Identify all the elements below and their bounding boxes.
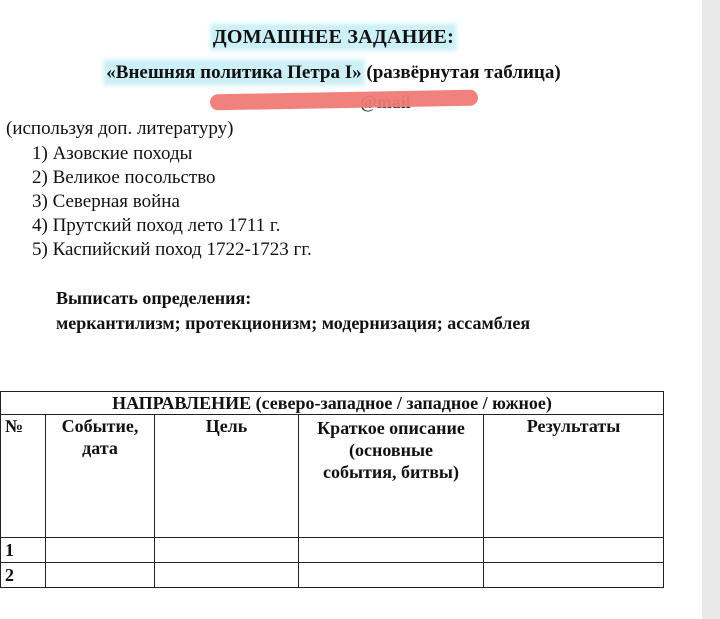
topic-item: 5) Каспийский поход 1722-1723 гг. xyxy=(32,239,312,260)
direction-header: НАПРАВЛЕНИЕ (северо-западное / западное / южное) xyxy=(1,392,664,415)
viewer-background xyxy=(702,0,720,619)
homework-table xyxy=(0,391,664,588)
table-row xyxy=(1,538,664,563)
subtitle-topic: «Внешняя политика Петра I» xyxy=(106,62,362,83)
document-subtitle xyxy=(0,62,667,84)
table-cell xyxy=(46,538,155,563)
subtitle-rest: (развёрнутая таблица) xyxy=(361,62,561,83)
row-number: 1 xyxy=(1,538,46,563)
table-cell xyxy=(484,538,664,563)
column-header-row xyxy=(1,415,664,538)
column-header-event: Событие, дата xyxy=(46,415,155,538)
topic-item: 3) Северная война xyxy=(32,191,180,212)
topic-item: 1) Азовские походы xyxy=(32,143,193,164)
table-cell xyxy=(299,563,484,588)
table-cell xyxy=(155,563,299,588)
column-header-results: Результаты xyxy=(484,415,664,538)
definitions-terms: меркантилизм; протекционизм; модернизация; ассамблея xyxy=(56,313,531,333)
column-header-description: Краткое описание (основные события, битвы) xyxy=(299,415,484,538)
topic-item: 4) Прутский поход лето 1711 г. xyxy=(32,215,281,236)
column-header-number: № xyxy=(1,415,46,538)
topic-item: 2) Великое посольство xyxy=(32,167,216,188)
table-row xyxy=(1,563,664,588)
document-title xyxy=(0,26,667,49)
definitions-title: Выписать определения: xyxy=(56,288,252,308)
literature-note: (используя доп. литературу) xyxy=(6,118,234,139)
row-number: 2 xyxy=(1,563,46,588)
table-cell xyxy=(299,538,484,563)
direction-row xyxy=(1,392,664,415)
column-header-goal: Цель xyxy=(155,415,299,538)
title-text: ДОМАШНЕЕ ЗАДАНИЕ: xyxy=(212,26,455,48)
topics-list xyxy=(32,142,312,262)
table-cell xyxy=(484,563,664,588)
table-cell xyxy=(155,538,299,563)
table-cell xyxy=(46,563,155,588)
